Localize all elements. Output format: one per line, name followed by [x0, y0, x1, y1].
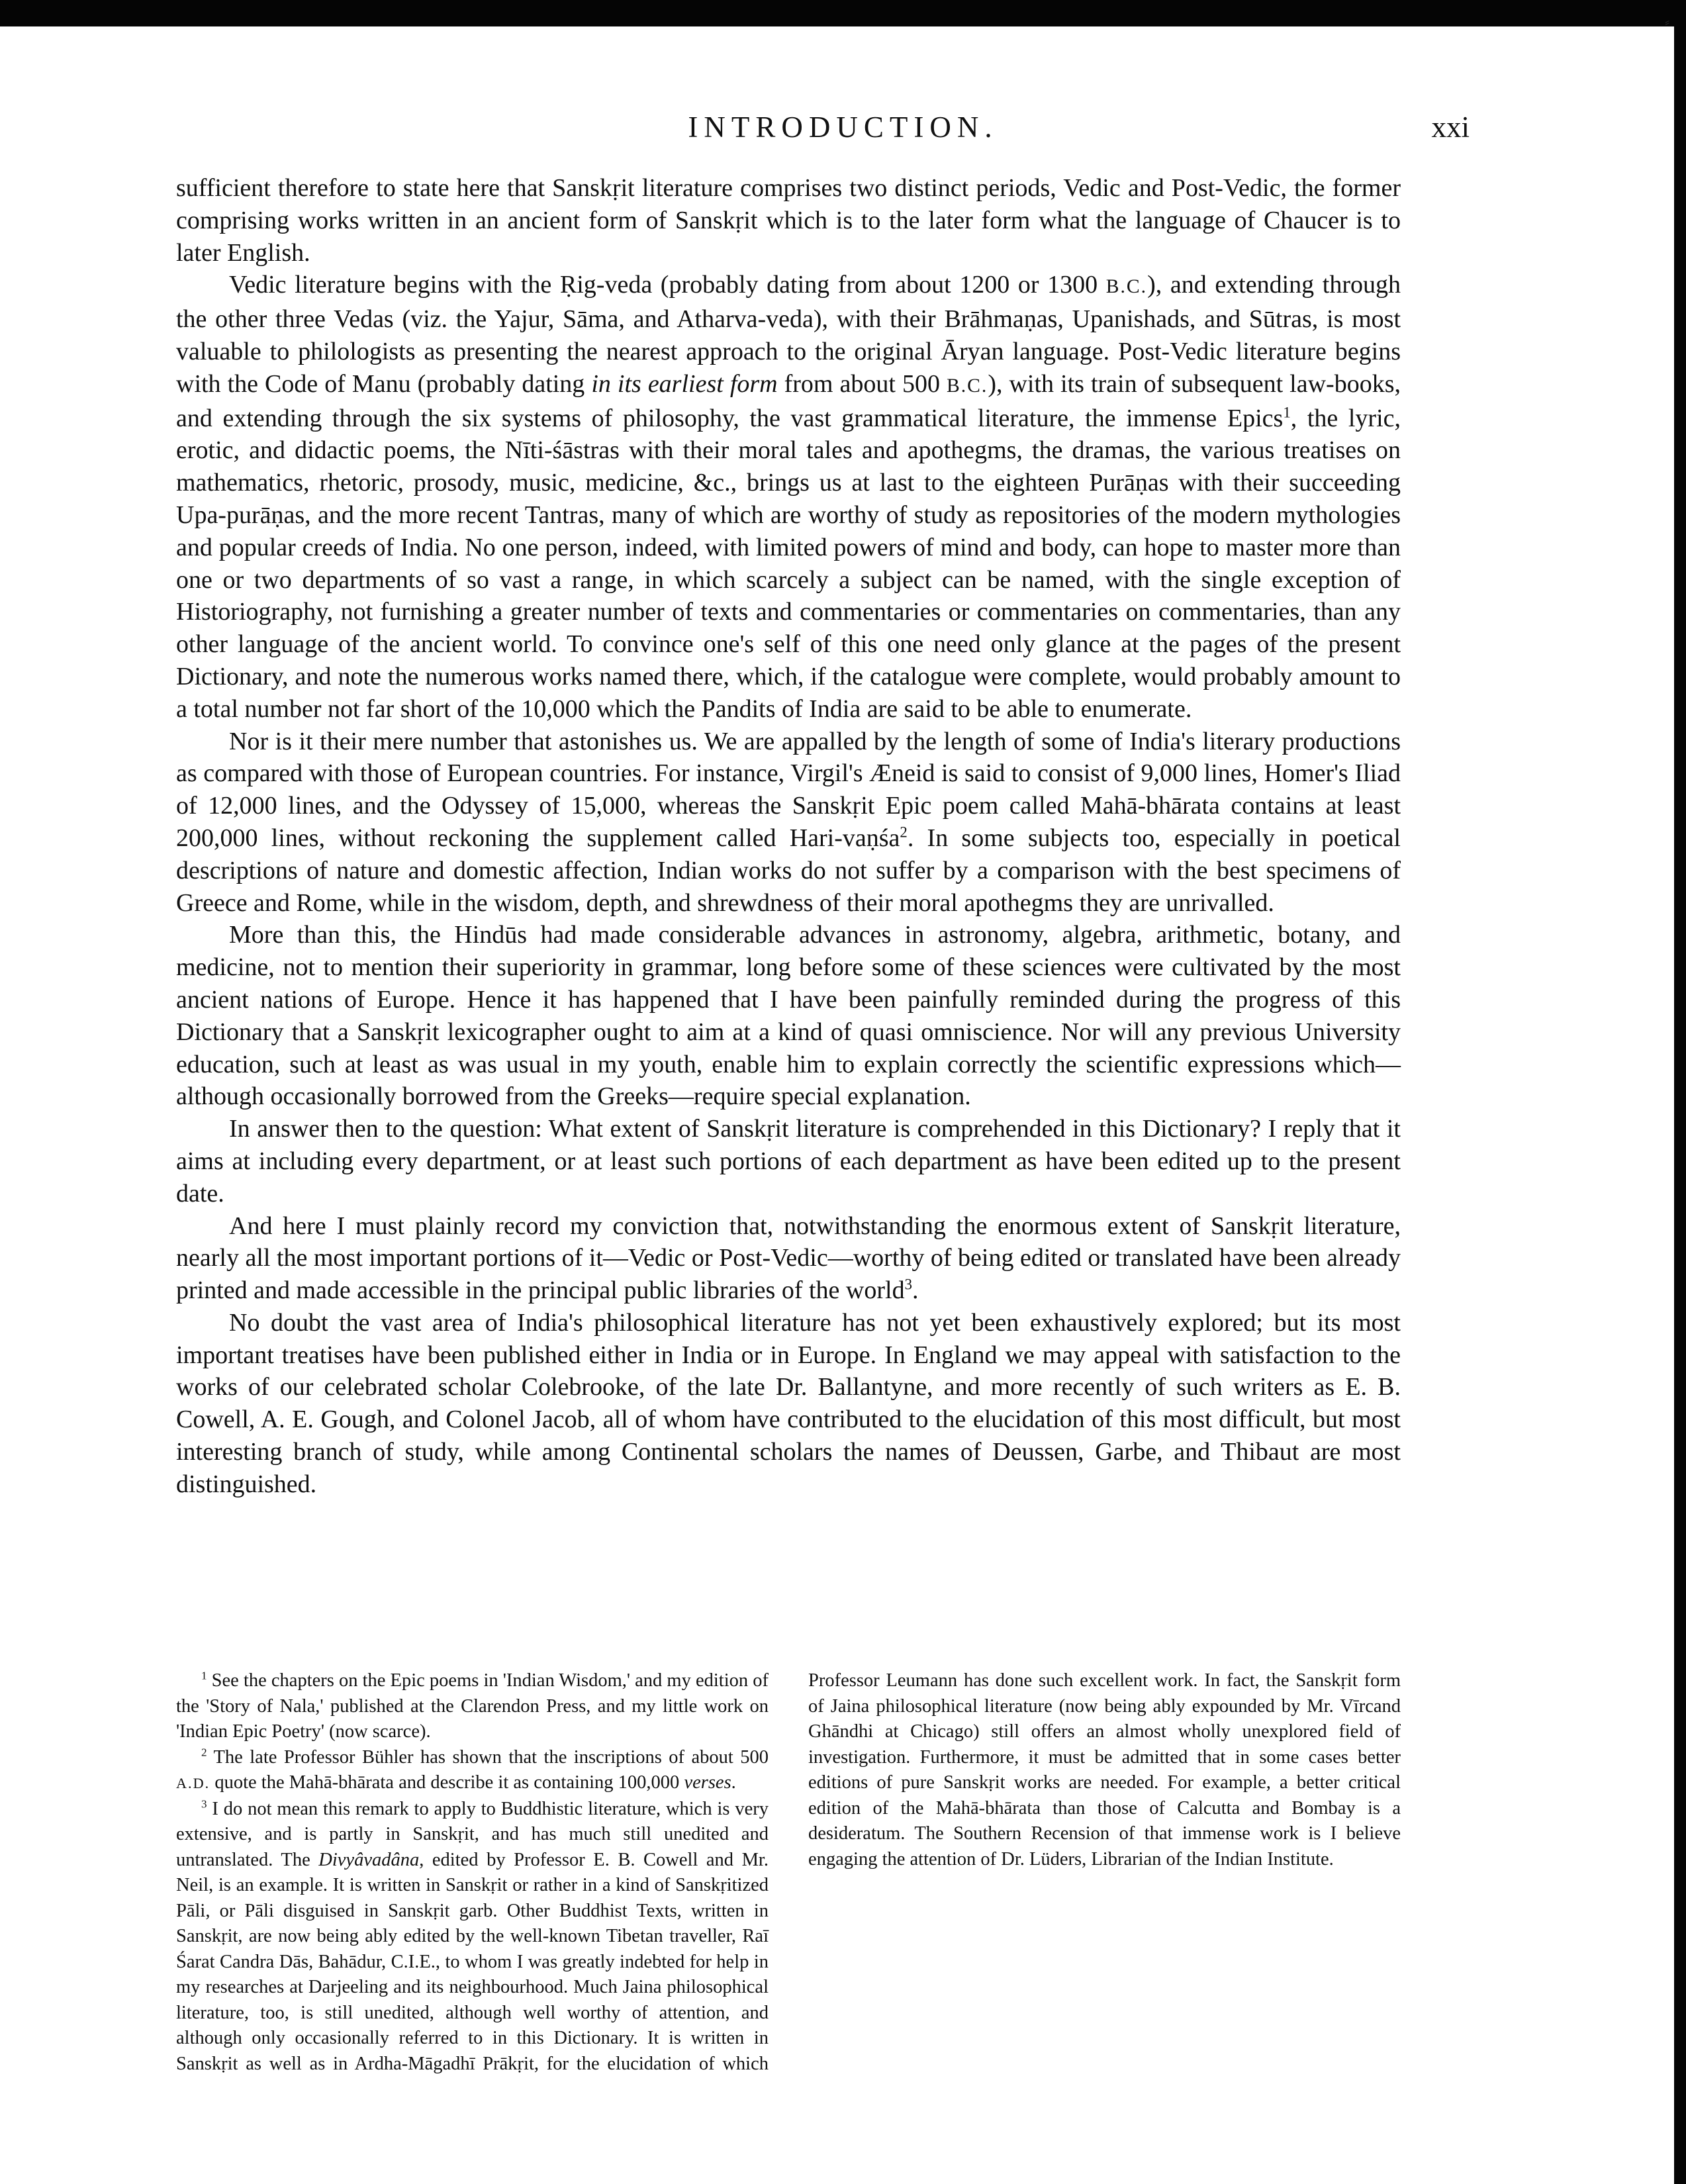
text-run: B.C. [946, 375, 988, 397]
text-run: 2 [900, 824, 908, 841]
text-run: verses [684, 1772, 731, 1793]
scan-right-border [1674, 0, 1686, 2184]
text-run: In answer then to the question: What extent of Sanskṛit literature is comprehended in this Dictionary? I reply that it aims at including every department, or at least such portions of each department as have been edited up to the present date. [176, 1115, 1401, 1208]
text-run: No doubt the vast area of India's philosophical literature has not yet been exhaustively explored; but its most important treatises have been published either in India or in Europe. In England we may appeal with satisfaction to the works of our celebrated scholar Colebrooke, of the late Dr. Ballantyne, and more recently of such writers as E. B. Cowell, A. E. Gough, and Colonel Jacob, all of whom have contributed to the elucidation of this most difficult, but most interesting branch of study, while among Continental scholars the names of Deussen, Garbe, and Thibaut are most distinguished. [176, 1308, 1401, 1498]
text-run: 2 [201, 1746, 207, 1758]
footnote-2 [176, 1745, 769, 1797]
text-run: B.C. [1105, 276, 1148, 298]
text-run: And here I must plainly record my conviction that, notwithstanding the enormous extent of Sanskṛit literature, nearly all the most important portions of it—Vedic or Post-Vedic—worthy of being edited or translated have been already printed and made accessible in the principal public libraries of the world [176, 1211, 1401, 1305]
paragraph-1 [176, 172, 1401, 269]
page-number: xxi [1431, 111, 1470, 144]
text-run: 3 [904, 1276, 912, 1293]
text-run: quote the Mahā-bhārata and describe it as containing 100,000 [210, 1772, 684, 1793]
main-body-text [176, 172, 1401, 1501]
text-run: , edited by Professor E. B. Cowell and Mr. Neil, is an example. It is written in Sanskṛit or rather in a kind of Sanskṛitized Pāli, or Pāli disguised in Sanskṛit garb. Other Buddhist Texts, written in Sanskṛit, are now being ably edited by the well-known Tibetan traveller, Raī Śarat Candra Dās, Bahādur, C.I.E., to whom I was greatly indebted for help in my researches at Darjeeling and its neighbourhood. Much Jaina philosophical literature, too, is still unedited, although well worthy of attention, and although only occasionally referred to in this Dictionary. It is written in Sanskṛit as well as in Ardha-Māgadhī Prākṛit, for the elucidation of which Professor Leumann has done such excellent work. In fact, the Sanskṛit form of Jaina philosophical literature (now being ably expounded by Mr. Vīrcand Ghāndhi at Chicago) still offers an almost wholly unexplored field of investigation. Furthermore, it must be admitted that in some cases better editions of pure Sanskṛit works are needed. For example, a better critical edition of the Mahā-bhārata than those of Calcutta and Bombay is a desideratum. The Southern Recension of that immense work is I believe engaging the attention of Dr. Lüders, Librarian of the Indian Institute. [176, 1670, 1401, 2074]
text-run: 3 [201, 1797, 207, 1810]
text-run: More than this, the Hindūs had made considerable advances in astronomy, algebra, arithmetic, botany, and medicine, not to mention their superiority in grammar, long before some of these sciences were cultivated by the most ancient nations of Europe. Hence it has happened that I have been painfully reminded during the progress of this Dictionary that a Sanskṛit lexicographer ought to aim at a kind of quasi omniscience. Nor will any previous University education, such at least as was usual in my youth, enable him to explain correctly the scientific expressions which—although occasionally borrowed from the Greeks—require special explanation. [176, 921, 1401, 1111]
paragraph-5 [176, 1113, 1401, 1210]
text-run: ), and extending through the other three Vedas (viz. the Yajur, Sāma, and Atharva-veda), with their Brāhmaṇas, Upanishads, and Sūtras, is most valuable to philologists as presenting the nearest approach to the original Āryan language. Post-Vedic literature begins with the Code of Manu (probably dating [176, 271, 1401, 398]
text-run: 1 [1283, 403, 1291, 420]
paragraph-6 [176, 1210, 1401, 1307]
text-run: 1 [201, 1669, 207, 1682]
paragraph-2 [176, 269, 1401, 725]
footnotes [176, 1668, 1401, 2079]
text-run: A.D. [176, 1775, 211, 1791]
paragraph-7 [176, 1307, 1401, 1501]
text-run: sufficient therefore to state here that Sanskṛit literature comprises two distinct periods, Vedic and Post-Vedic, the former comprising works written in an ancient form of Sanskṛit which is to the later form what the language of Chaucer is to later English. [176, 174, 1401, 267]
scan-edge-mark: ⸗ [1665, 13, 1670, 30]
text-run: . [912, 1276, 919, 1305]
text-run: . [731, 1772, 736, 1793]
text-run: Nor is it their mere number that astonishes us. We are appalled by the length of some of India's literary productions as compared with those of European countries. For instance, Virgil's Æneid is said to consist of 9,000 lines, Homer's Iliad of 12,000 lines, and the Odyssey of 15,000, whereas the Sanskṛit Epic poem called Mahā-bhārata contains at least 200,000 lines, without reckoning the supplement called Hari-vaṇśa [176, 727, 1401, 852]
footnote-1 [176, 1668, 769, 1745]
text-run: Divyâvadâna [318, 1849, 420, 1870]
text-run: . In some subjects too, especially in poetical descriptions of nature and domestic affection, Indian works do not suffer by a comparison with the best specimens of Greece and Rome, while in the wisdom, depth, and shrewdness of their moral apothegms they are unrivalled. [176, 824, 1401, 917]
text-run: in its earliest form [591, 369, 778, 398]
text-run: See the chapters on the Epic poems in 'Indian Wisdom,' and my edition of the 'Story of Nala,' published at the Clarendon Press, and my little work on 'Indian Epic Poetry' (now scarce). [176, 1670, 769, 1742]
text-run: The late Professor Bühler has shown that the inscriptions of about 500 [207, 1746, 769, 1768]
paragraph-4 [176, 919, 1401, 1113]
text-run: from about 500 [777, 369, 947, 398]
text-run: I do not mean this remark to apply to Buddhistic literature, which is very extensive, and is partly in Sanskṛit, and has much still unedited and untranslated. The [176, 1798, 769, 1870]
text-run: ), with its train of subsequent law-books, and extending through the six systems of philosophy, the vast grammatical literature, the immense Epics [176, 369, 1401, 432]
text-run: Vedic literature begins with the Ṛig-veda (probably dating from about 1200 or 1300 [229, 271, 1106, 299]
text-run: , the lyric, erotic, and didactic poems, the Nīti-śāstras with their moral tales and apothegms, the dramas, the various treatises on mathematics, rhetoric, prosody, music, medicine, &c., brings us at last to the eighteen Purāṇas with their succeeding Upa-purāṇas, and the more recent Tantras, many of which are worthy of study as repositories of the modern mythologies and popular creeds of India. No one person, indeed, with limited powers of mind and body, can hope to master more than one or two departments of so vast a range, in which scarcely a subject can be named, with the single exception of Historiography, not furnishing a greater number of texts and commentaries or commentaries on commentaries, than any other language of the ancient world. To convince one's self of this one need only glance at the pages of the present Dictionary, and note the numerous works named there, which, if the catalogue were complete, would probably amount to a total number not far short of the 10,000 which the Pandits of India are said to be able to enumerate. [176, 404, 1401, 723]
running-header-title: INTRODUCTION. [688, 111, 998, 144]
paragraph-3 [176, 726, 1401, 920]
scan-top-border [0, 0, 1686, 26]
